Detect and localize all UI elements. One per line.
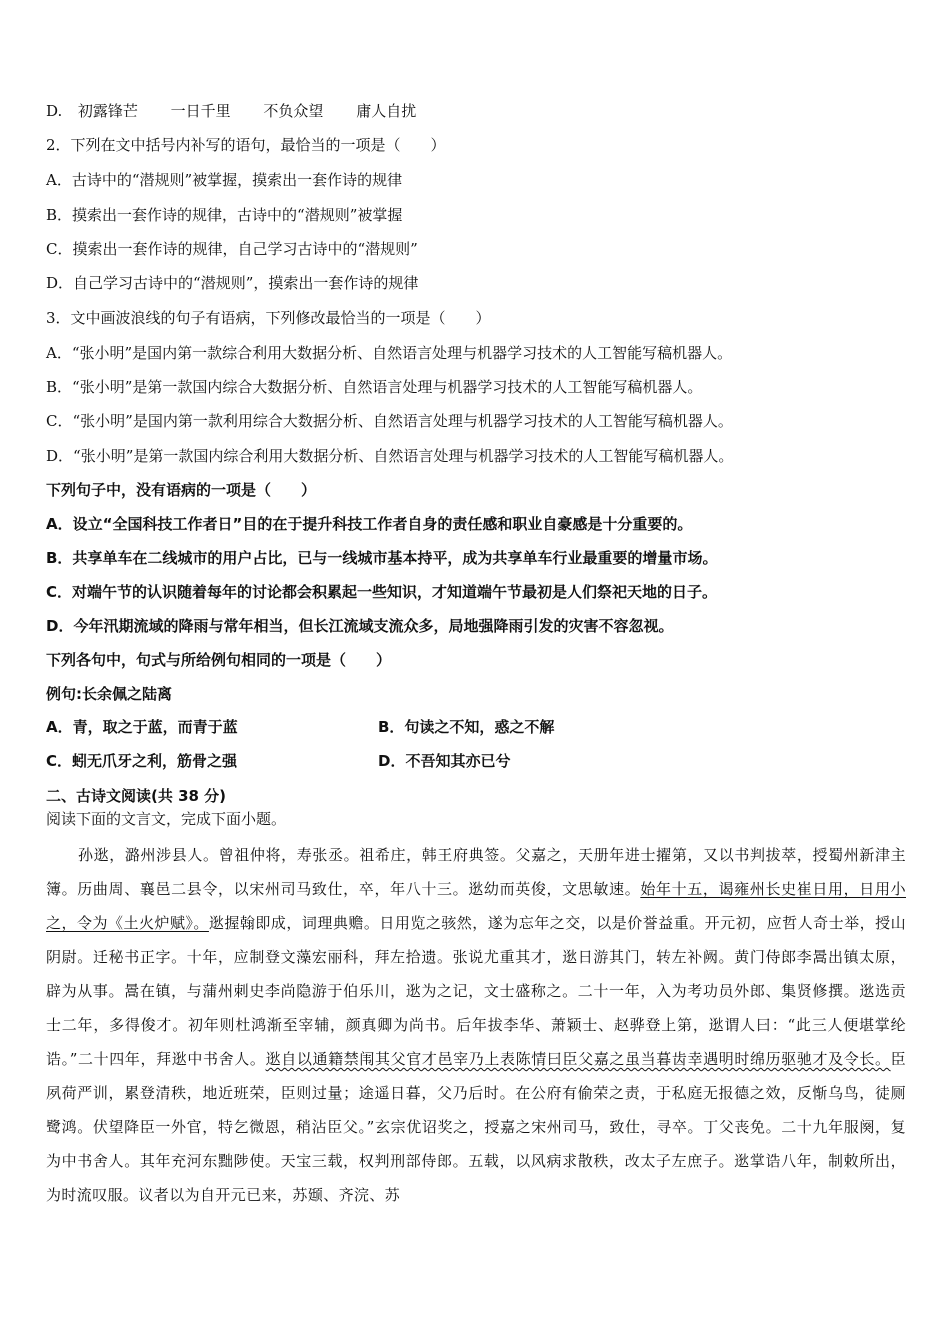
q2-option-b: B．摸索出一套作诗的规律，古诗中的“潜规则”被掌握 [46,206,403,224]
q5-option-b: B．句读之不知，惑之不解 [378,718,555,736]
q3-option-a: A．“张小明”是国内第一款综合利用大数据分析、自然语言处理与机器学习技术的人工智能写稿机器人。 [46,344,733,362]
option-item: 初露锋芒 [77,102,138,120]
q5-option-c: C．蚓无爪牙之利，筋骨之强 [46,752,238,770]
passage-text: 臣夙荷严训，累登清秩，地近班荣，臣则过量；途遥日暮，父乃后时。在公府有偷荣之责，于私庭无报德之效，反惭乌鸟，徒厕鹭鸿。伏望降臣一外官，特乞微恩，稍沾臣父。”玄宗优诏奖之，授嘉之宋州司马，致仕，寻卒。丁父丧免。二十九年服阕，复为中书舍人。其年充河东黜陟使。天宝三载，权判刑部侍郎。五载，以风病求散秩，改太子左庶子。逖掌诰八年，制敕所出，为时流叹服。议者以为自开元已来，苏颋、齐浣、苏 [46,1050,906,1204]
q2-option-c: C．摸索出一套作诗的规律，自己学习古诗中的“潜规则” [46,240,418,258]
passage-paragraph [46,838,906,1212]
q5-options-row-2 [46,751,920,771]
q4-stem: 下列句子中，没有语病的一项是（ ） [46,481,317,499]
q2-option-d: D．自己学习古诗中的“潜规则”，摸索出一套作诗的规律 [46,274,419,292]
passage-text: 孙逖，潞州涉县人。曾祖仲将，寿张丞。祖希庄，韩王府典签。父嘉之，天册年进士擢第，又以书判拔萃，授蜀州新津主簿。历曲周、襄邑二县令，以宋州司马致仕，卒，年八十三。逖幼而英俊，文思敏速。 [46,846,906,898]
q5-options-row-1 [46,717,920,737]
q2-option-a: A．古诗中的“潜规则”被掌握，摸索出一套作诗的规律 [46,171,403,189]
option-label: D. [46,102,63,120]
section-heading: 二、古诗文阅读(共 38 分) [46,787,227,805]
wavy-underlined-sentence: 逖自以通籍禁闱其父官才邑宰乃上表陈情曰臣父嘉之虽当暮齿幸遇明时绵历驱驰才及令长。 [265,1050,891,1068]
q1-option-d [46,101,920,121]
q5-option-d: D．不吾知其亦已兮 [378,752,511,770]
section-instruction: 阅读下面的文言文，完成下面小题。 [46,810,287,828]
q4-option-d: D．今年汛期流域的降雨与常年相当，但长江流域支流众多，局地强降雨引发的灾害不容忽视。 [46,617,674,635]
q3-stem: 3．文中画波浪线的句子有语病，下列修改最恰当的一项是（ ） [46,309,491,327]
q2-stem: 2．下列在文中括号内补写的语句，最恰当的一项是（ ） [46,136,446,154]
q5-stem: 下列各句中，句式与所给例句相同的一项是（ ） [46,651,392,669]
q5-option-a: A．青，取之于蓝，而青于蓝 [46,718,238,736]
q3-option-b: B．“张小明”是第一款国内综合大数据分析、自然语言处理与机器学习技术的人工智能写稿机器人。 [46,378,703,396]
q4-option-a: A．设立“全国科技工作者日”目的在于提升科技工作者自身的责任感和职业自豪感是十分重要的。 [46,515,693,533]
underlined-sentence-1: 始年十五，谒雍州长史崔日用，日用小之，令为《土火炉赋》。 [46,880,906,932]
option-item: 一日千里 [170,102,231,120]
passage-text: 逖握翰即成，词理典赡。日用览之骇然，遂为忘年之交，以是价誉益重。开元初，应哲人奇士举，授山阴尉。迁秘书正字。十年，应制登文藻宏丽科，拜左拾遗。张说尤重其才，逖日游其门，转左补阙。黄门侍郎李暠出镇太原，辟为从事。暠在镇，与蒲州刺史李尚隐游于伯乐川，逖为之记，文士盛称之。二十一年，入为考功员外郎、集贤修撰。逖选贡士二年，多得俊才。初年则杜鸿渐至宰辅，颜真卿为尚书。后年拔李华、萧颖士、赵骅登上第，逖谓人曰：“此三人便堪掌纶诰。”二十四年，拜逖中书舍人。 [46,914,906,1068]
q4-option-b: B．共享单车在二线城市的用户占比，已与一线城市基本持平，成为共享单车行业最重要的增量市场。 [46,549,718,567]
q4-option-c: C．对端午节的认识随着每年的讨论都会积累起一些知识，才知道端午节最初是人们祭祀天地的日子。 [46,583,718,601]
q3-option-c: C．“张小明”是国内第一款利用综合大数据分析、自然语言处理与机器学习技术的人工智能写稿机器人。 [46,412,733,430]
option-item: 不负众望 [263,102,324,120]
q5-example: 例句:长余佩之陆离 [46,685,172,703]
q3-option-d: D．“张小明”是第一款国内综合利用大数据分析、自然语言处理与机器学习技术的人工智能写稿机器人。 [46,447,734,465]
classical-passage [46,838,906,1212]
option-item: 庸人自扰 [356,102,417,120]
